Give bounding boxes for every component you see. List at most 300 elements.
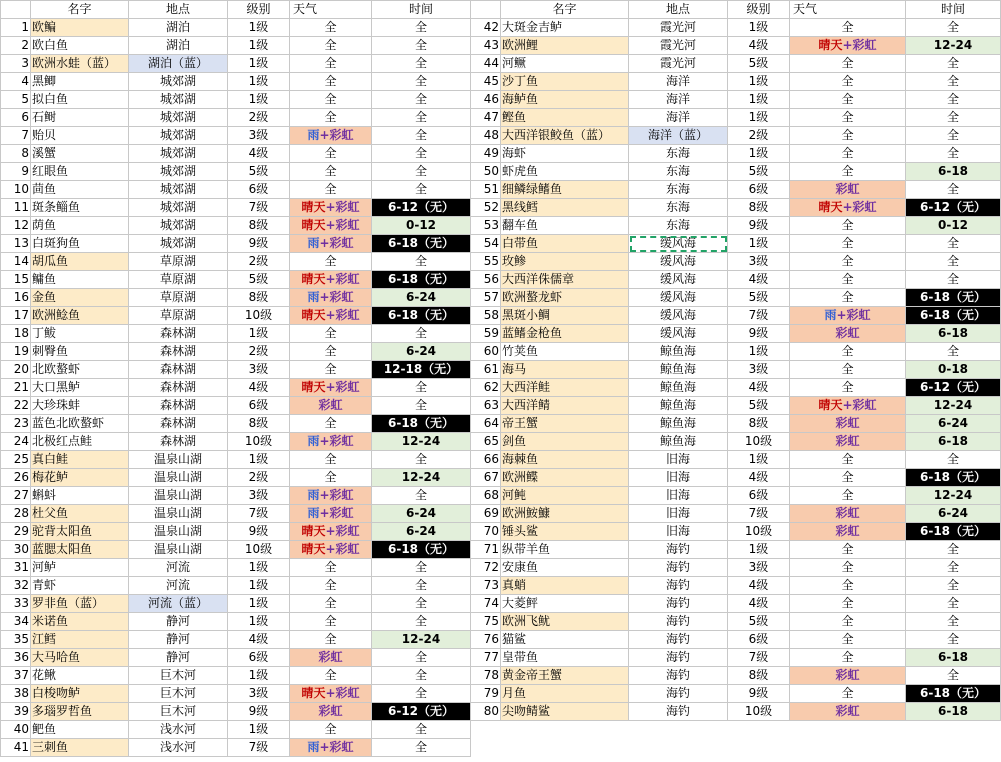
fish-time[interactable]: 全: [372, 649, 471, 667]
header-level[interactable]: 级别: [228, 1, 290, 19]
fish-level[interactable]: 4级: [228, 379, 290, 397]
fish-name[interactable]: 竹荚鱼: [501, 343, 629, 361]
row-index[interactable]: 40: [1, 721, 31, 739]
fish-location[interactable]: 湖泊: [129, 37, 228, 55]
fish-level[interactable]: 9级: [228, 703, 290, 721]
fish-level[interactable]: 1级: [728, 109, 790, 127]
fish-weather[interactable]: [290, 703, 372, 721]
fish-level[interactable]: 2级: [728, 127, 790, 145]
row-index[interactable]: 77: [471, 649, 501, 667]
fish-level[interactable]: 9级: [728, 685, 790, 703]
row-index[interactable]: 35: [1, 631, 31, 649]
fish-time[interactable]: 6-24: [906, 415, 1001, 433]
fish-weather[interactable]: 全: [290, 181, 372, 199]
fish-weather[interactable]: 全: [790, 559, 906, 577]
row-index[interactable]: 14: [1, 253, 31, 271]
row-index[interactable]: 39: [1, 703, 31, 721]
fish-level[interactable]: 2级: [228, 343, 290, 361]
fish-time[interactable]: 全: [372, 721, 471, 739]
fish-name[interactable]: 金鱼: [31, 289, 129, 307]
fish-time[interactable]: 全: [372, 739, 471, 757]
fish-time[interactable]: 6-24: [372, 505, 471, 523]
fish-time[interactable]: 全: [372, 181, 471, 199]
fish-time[interactable]: 全: [372, 325, 471, 343]
fish-level[interactable]: 10级: [228, 541, 290, 559]
row-index[interactable]: 76: [471, 631, 501, 649]
fish-time[interactable]: 12-24: [906, 397, 1001, 415]
fish-name[interactable]: 黑斑小鲷: [501, 307, 629, 325]
fish-name[interactable]: 丁鲅: [31, 325, 129, 343]
fish-weather[interactable]: [290, 217, 372, 235]
fish-level[interactable]: 3级: [228, 361, 290, 379]
fish-time[interactable]: 全: [906, 577, 1001, 595]
fish-time[interactable]: 6-12（无）: [906, 199, 1001, 217]
row-index[interactable]: 46: [471, 91, 501, 109]
fish-weather[interactable]: [790, 397, 906, 415]
header-level[interactable]: 级别: [728, 1, 790, 19]
fish-weather[interactable]: [290, 235, 372, 253]
fish-name[interactable]: 欧洲水蛙（蓝）: [31, 55, 129, 73]
row-index[interactable]: 68: [471, 487, 501, 505]
fish-location[interactable]: 湖泊: [129, 19, 228, 37]
fish-name[interactable]: 黄金帝王蟹: [501, 667, 629, 685]
row-index[interactable]: 2: [1, 37, 31, 55]
fish-time[interactable]: 全: [372, 37, 471, 55]
fish-time[interactable]: 全: [372, 109, 471, 127]
fish-time[interactable]: 6-18（无）: [906, 685, 1001, 703]
fish-time[interactable]: 全: [906, 91, 1001, 109]
fish-name[interactable]: 大珍珠蚌: [31, 397, 129, 415]
fish-level[interactable]: 4级: [728, 271, 790, 289]
fish-name[interactable]: 石鲥: [31, 109, 129, 127]
fish-location[interactable]: 缓风海: [629, 307, 728, 325]
fish-weather[interactable]: 全: [290, 361, 372, 379]
fish-location[interactable]: 草原湖: [129, 289, 228, 307]
header-time[interactable]: 时间: [906, 1, 1001, 19]
fish-name[interactable]: 欧洲鲤: [501, 37, 629, 55]
fish-weather[interactable]: [790, 181, 906, 199]
header-name[interactable]: 名字: [501, 1, 629, 19]
fish-level[interactable]: 1级: [728, 19, 790, 37]
fish-weather[interactable]: 全: [790, 649, 906, 667]
fish-location[interactable]: 温泉山湖: [129, 487, 228, 505]
fish-location[interactable]: 城郊湖: [129, 73, 228, 91]
fish-location[interactable]: 草原湖: [129, 307, 228, 325]
row-index[interactable]: 49: [471, 145, 501, 163]
fish-name[interactable]: 河鳜: [501, 55, 629, 73]
fish-name[interactable]: 米诺鱼: [31, 613, 129, 631]
fish-weather[interactable]: 全: [790, 145, 906, 163]
fish-level[interactable]: 5级: [728, 55, 790, 73]
fish-name[interactable]: 黑鲫: [31, 73, 129, 91]
fish-weather[interactable]: [790, 703, 906, 721]
fish-name[interactable]: 河鲈: [31, 559, 129, 577]
fish-weather[interactable]: 全: [790, 361, 906, 379]
fish-location[interactable]: 海钓: [629, 613, 728, 631]
fish-name[interactable]: 三刺鱼: [31, 739, 129, 757]
fish-time[interactable]: 全: [372, 55, 471, 73]
fish-time[interactable]: 全: [906, 667, 1001, 685]
fish-weather[interactable]: 全: [790, 487, 906, 505]
fish-name[interactable]: 欧洲鲶鱼: [31, 307, 129, 325]
fish-level[interactable]: 10级: [728, 523, 790, 541]
fish-name[interactable]: 驼背太阳鱼: [31, 523, 129, 541]
fish-level[interactable]: 1级: [728, 451, 790, 469]
fish-location[interactable]: 城郊湖: [129, 145, 228, 163]
row-index[interactable]: 32: [1, 577, 31, 595]
fish-time[interactable]: 12-24: [372, 631, 471, 649]
fish-weather[interactable]: 全: [790, 235, 906, 253]
row-index[interactable]: 6: [1, 109, 31, 127]
fish-name[interactable]: 青虾: [31, 577, 129, 595]
fish-location[interactable]: 旧海: [629, 505, 728, 523]
fish-time[interactable]: 全: [372, 577, 471, 595]
fish-weather[interactable]: 全: [790, 613, 906, 631]
fish-level[interactable]: 6级: [728, 181, 790, 199]
fish-time[interactable]: 全: [906, 631, 1001, 649]
fish-location[interactable]: 海钓: [629, 631, 728, 649]
fish-level[interactable]: 1级: [728, 541, 790, 559]
fish-location[interactable]: 海钓: [629, 595, 728, 613]
fish-location[interactable]: 温泉山湖: [129, 523, 228, 541]
fish-location[interactable]: 巨木河: [129, 685, 228, 703]
fish-weather[interactable]: [290, 541, 372, 559]
fish-time[interactable]: 全: [372, 73, 471, 91]
fish-time[interactable]: 6-18: [906, 433, 1001, 451]
fish-level[interactable]: 1级: [228, 613, 290, 631]
fish-location[interactable]: 浅水河: [129, 739, 228, 757]
fish-time[interactable]: 全: [906, 19, 1001, 37]
row-index[interactable]: 62: [471, 379, 501, 397]
row-index[interactable]: 56: [471, 271, 501, 289]
fish-weather[interactable]: 全: [790, 685, 906, 703]
fish-weather[interactable]: 全: [290, 37, 372, 55]
fish-weather[interactable]: [290, 397, 372, 415]
fish-time[interactable]: 全: [372, 559, 471, 577]
fish-level[interactable]: 6级: [228, 649, 290, 667]
fish-name[interactable]: 贻贝: [31, 127, 129, 145]
fish-level[interactable]: 8级: [728, 667, 790, 685]
fish-level[interactable]: 4级: [728, 595, 790, 613]
fish-location[interactable]: 城郊湖: [129, 163, 228, 181]
fish-time[interactable]: 6-12（无）: [372, 703, 471, 721]
fish-name[interactable]: 大西洋侏儒章: [501, 271, 629, 289]
fish-location[interactable]: 城郊湖: [129, 235, 228, 253]
fish-level[interactable]: 1级: [228, 577, 290, 595]
fish-name[interactable]: 虾虎鱼: [501, 163, 629, 181]
fish-level[interactable]: 10级: [228, 433, 290, 451]
fish-time[interactable]: 全: [372, 163, 471, 181]
fish-name[interactable]: 蓝鳍金枪鱼: [501, 325, 629, 343]
fish-time[interactable]: 6-18（无）: [906, 289, 1001, 307]
fish-name[interactable]: 欧鳊: [31, 19, 129, 37]
fish-level[interactable]: 9级: [728, 217, 790, 235]
fish-name[interactable]: 荫鱼: [31, 217, 129, 235]
fish-location[interactable]: 缓风海: [629, 253, 728, 271]
fish-location[interactable]: 森林湖: [129, 415, 228, 433]
fish-name[interactable]: 欧洲飞鱿: [501, 613, 629, 631]
fish-level[interactable]: 6级: [228, 397, 290, 415]
fish-name[interactable]: 纵带羊鱼: [501, 541, 629, 559]
row-index[interactable]: 5: [1, 91, 31, 109]
fish-time[interactable]: 0-18: [906, 361, 1001, 379]
fish-location[interactable]: 旧海: [629, 469, 728, 487]
fish-location[interactable]: 缓风海: [629, 289, 728, 307]
fish-weather[interactable]: 全: [790, 163, 906, 181]
fish-name[interactable]: 大西洋银鲛鱼（蓝）: [501, 127, 629, 145]
fish-level[interactable]: 10级: [228, 307, 290, 325]
row-index[interactable]: 3: [1, 55, 31, 73]
fish-weather[interactable]: [290, 739, 372, 757]
fish-name[interactable]: 细鳞绿鳍鱼: [501, 181, 629, 199]
fish-location[interactable]: 海钓: [629, 559, 728, 577]
fish-name[interactable]: 蓝腮太阳鱼: [31, 541, 129, 559]
fish-level[interactable]: 6级: [728, 487, 790, 505]
fish-location[interactable]: 城郊湖: [129, 217, 228, 235]
fish-name[interactable]: 北欧螯虾: [31, 361, 129, 379]
fish-name[interactable]: 大西洋鲭: [501, 397, 629, 415]
row-index[interactable]: 41: [1, 739, 31, 757]
fish-location[interactable]: 城郊湖: [129, 109, 228, 127]
fish-location[interactable]: 城郊湖: [129, 199, 228, 217]
fish-location[interactable]: 温泉山湖: [129, 541, 228, 559]
row-index[interactable]: 53: [471, 217, 501, 235]
fish-name[interactable]: 溪蟹: [31, 145, 129, 163]
fish-level[interactable]: 7级: [728, 307, 790, 325]
fish-name[interactable]: 刺臀鱼: [31, 343, 129, 361]
fish-name[interactable]: 蝌蚪: [31, 487, 129, 505]
fish-level[interactable]: 4级: [728, 379, 790, 397]
fish-name[interactable]: 红眼鱼: [31, 163, 129, 181]
fish-name[interactable]: 斑条鲻鱼: [31, 199, 129, 217]
fish-weather[interactable]: [290, 685, 372, 703]
fish-level[interactable]: 1级: [228, 595, 290, 613]
fish-location[interactable]: 海钓: [629, 649, 728, 667]
fish-level[interactable]: 3级: [228, 487, 290, 505]
fish-time[interactable]: 全: [372, 685, 471, 703]
fish-time[interactable]: 6-18: [906, 325, 1001, 343]
fish-name[interactable]: 真白鲑: [31, 451, 129, 469]
fish-level[interactable]: 5级: [228, 163, 290, 181]
fish-name[interactable]: 真蛸: [501, 577, 629, 595]
fish-time[interactable]: 全: [372, 487, 471, 505]
fish-level[interactable]: 4级: [228, 145, 290, 163]
fish-weather[interactable]: 全: [290, 253, 372, 271]
fish-level[interactable]: 3级: [728, 559, 790, 577]
fish-weather[interactable]: 全: [290, 469, 372, 487]
fish-time[interactable]: 全: [906, 451, 1001, 469]
fish-weather[interactable]: 全: [790, 19, 906, 37]
row-index[interactable]: 25: [1, 451, 31, 469]
fish-name[interactable]: 多瑙罗哲鱼: [31, 703, 129, 721]
fish-location[interactable]: 东海: [629, 163, 728, 181]
fish-weather[interactable]: 全: [290, 631, 372, 649]
fish-time[interactable]: 全: [372, 451, 471, 469]
fish-weather[interactable]: 全: [790, 541, 906, 559]
fish-level[interactable]: 6级: [728, 631, 790, 649]
row-index[interactable]: 36: [1, 649, 31, 667]
fish-location[interactable]: 森林湖: [129, 433, 228, 451]
fish-weather[interactable]: 全: [290, 343, 372, 361]
row-index[interactable]: 42: [471, 19, 501, 37]
fish-location[interactable]: 鲸鱼海: [629, 343, 728, 361]
fish-location[interactable]: 草原湖: [129, 271, 228, 289]
fish-weather[interactable]: 全: [790, 271, 906, 289]
fish-name[interactable]: 罗非鱼（蓝）: [31, 595, 129, 613]
fish-location[interactable]: 森林湖: [129, 397, 228, 415]
fish-level[interactable]: 1级: [728, 343, 790, 361]
fish-location[interactable]: 海洋: [629, 73, 728, 91]
fish-level[interactable]: 6级: [228, 181, 290, 199]
row-index[interactable]: 69: [471, 505, 501, 523]
fish-name[interactable]: 海鲈鱼: [501, 91, 629, 109]
fish-level[interactable]: 5级: [728, 397, 790, 415]
fish-location[interactable]: 鲸鱼海: [629, 397, 728, 415]
fish-level[interactable]: 3级: [228, 685, 290, 703]
fish-name[interactable]: 大西洋鲑: [501, 379, 629, 397]
fish-time[interactable]: 全: [906, 559, 1001, 577]
row-index[interactable]: 18: [1, 325, 31, 343]
fish-name[interactable]: 杜父鱼: [31, 505, 129, 523]
fish-time[interactable]: 全: [372, 91, 471, 109]
fish-weather[interactable]: 全: [290, 325, 372, 343]
header-name[interactable]: 名字: [31, 1, 129, 19]
fish-time[interactable]: 全: [372, 127, 471, 145]
header-weather[interactable]: 天气: [290, 1, 372, 19]
fish-name[interactable]: 翻车鱼: [501, 217, 629, 235]
fish-weather[interactable]: 全: [790, 91, 906, 109]
fish-time[interactable]: 全: [906, 541, 1001, 559]
row-index[interactable]: 9: [1, 163, 31, 181]
fish-level[interactable]: 10级: [728, 703, 790, 721]
row-index[interactable]: 60: [471, 343, 501, 361]
fish-level[interactable]: 3级: [728, 361, 790, 379]
row-index[interactable]: 17: [1, 307, 31, 325]
fish-time[interactable]: 6-18（无）: [906, 523, 1001, 541]
fish-time[interactable]: 全: [906, 595, 1001, 613]
fish-location[interactable]: 海钓: [629, 703, 728, 721]
row-index[interactable]: 71: [471, 541, 501, 559]
fish-name[interactable]: 茴鱼: [31, 181, 129, 199]
fish-location[interactable]: 霞光河: [629, 19, 728, 37]
fish-location[interactable]: 河流（蓝）: [129, 595, 228, 613]
fish-level[interactable]: 1级: [228, 73, 290, 91]
fish-level[interactable]: 2级: [228, 253, 290, 271]
row-index[interactable]: 74: [471, 595, 501, 613]
row-index[interactable]: 75: [471, 613, 501, 631]
fish-location[interactable]: 巨木河: [129, 667, 228, 685]
fish-time[interactable]: 全: [906, 343, 1001, 361]
fish-level[interactable]: 8级: [228, 289, 290, 307]
fish-level[interactable]: 7级: [228, 199, 290, 217]
fish-name[interactable]: 北极红点鲑: [31, 433, 129, 451]
row-index[interactable]: 45: [471, 73, 501, 91]
fish-weather[interactable]: 全: [290, 721, 372, 739]
fish-name[interactable]: 花鳅: [31, 667, 129, 685]
fish-level[interactable]: 1级: [228, 91, 290, 109]
fish-weather[interactable]: 全: [290, 577, 372, 595]
fish-weather[interactable]: 全: [290, 163, 372, 181]
fish-time[interactable]: 全: [906, 253, 1001, 271]
fish-location[interactable]: 城郊湖: [129, 127, 228, 145]
fish-time[interactable]: 0-12: [372, 217, 471, 235]
fish-weather[interactable]: [790, 433, 906, 451]
fish-location[interactable]: 草原湖: [129, 253, 228, 271]
fish-weather[interactable]: [290, 307, 372, 325]
fish-level[interactable]: 1级: [728, 145, 790, 163]
fish-time[interactable]: 6-24: [372, 343, 471, 361]
fish-weather[interactable]: [290, 379, 372, 397]
fish-time[interactable]: 6-12（无）: [372, 199, 471, 217]
fish-level[interactable]: 1级: [228, 37, 290, 55]
fish-name[interactable]: 猫鲨: [501, 631, 629, 649]
fish-weather[interactable]: 全: [790, 127, 906, 145]
row-index[interactable]: 8: [1, 145, 31, 163]
header-time[interactable]: 时间: [372, 1, 471, 19]
fish-weather[interactable]: 全: [290, 667, 372, 685]
row-index[interactable]: 16: [1, 289, 31, 307]
row-index[interactable]: 4: [1, 73, 31, 91]
fish-time[interactable]: 6-18（无）: [372, 271, 471, 289]
fish-name[interactable]: 欧洲鮟鱇: [501, 505, 629, 523]
fish-weather[interactable]: 全: [290, 613, 372, 631]
fish-location[interactable]: 浅水河: [129, 721, 228, 739]
fish-location[interactable]: 湖泊（蓝）: [129, 55, 228, 73]
fish-weather[interactable]: 全: [790, 379, 906, 397]
fish-location[interactable]: 森林湖: [129, 325, 228, 343]
fish-name[interactable]: 欧洲鲽: [501, 469, 629, 487]
header-weather[interactable]: 天气: [790, 1, 906, 19]
fish-level[interactable]: 8级: [728, 199, 790, 217]
fish-time[interactable]: 12-24: [372, 433, 471, 451]
fish-location[interactable]: 海洋: [629, 109, 728, 127]
fish-time[interactable]: 6-18（无）: [372, 235, 471, 253]
fish-time[interactable]: 全: [906, 181, 1001, 199]
row-index[interactable]: 19: [1, 343, 31, 361]
row-index[interactable]: 28: [1, 505, 31, 523]
row-index[interactable]: 55: [471, 253, 501, 271]
fish-weather[interactable]: 全: [790, 253, 906, 271]
fish-location[interactable]: 东海: [629, 199, 728, 217]
fish-location[interactable]: 河流: [129, 577, 228, 595]
row-index[interactable]: 11: [1, 199, 31, 217]
fish-name[interactable]: 剑鱼: [501, 433, 629, 451]
fish-weather[interactable]: 全: [790, 469, 906, 487]
fish-name[interactable]: 尖吻鲭鲨: [501, 703, 629, 721]
fish-weather[interactable]: [290, 127, 372, 145]
fish-time[interactable]: 12-24: [906, 37, 1001, 55]
fish-weather[interactable]: [290, 271, 372, 289]
fish-name[interactable]: 安康鱼: [501, 559, 629, 577]
fish-weather[interactable]: [790, 307, 906, 325]
fish-location[interactable]: 温泉山湖: [129, 469, 228, 487]
fish-time[interactable]: 全: [906, 271, 1001, 289]
fish-name[interactable]: 欧白鱼: [31, 37, 129, 55]
row-index[interactable]: 64: [471, 415, 501, 433]
fish-time[interactable]: 6-18（无）: [372, 415, 471, 433]
fish-level[interactable]: 5级: [728, 613, 790, 631]
fish-location[interactable]: 温泉山湖: [129, 451, 228, 469]
fish-time[interactable]: 全: [372, 397, 471, 415]
fish-weather[interactable]: [290, 523, 372, 541]
fish-weather[interactable]: [790, 37, 906, 55]
fish-weather[interactable]: [290, 487, 372, 505]
row-index[interactable]: 54: [471, 235, 501, 253]
row-index[interactable]: 57: [471, 289, 501, 307]
fish-time[interactable]: 全: [372, 379, 471, 397]
fish-time[interactable]: 全: [906, 145, 1001, 163]
row-index[interactable]: 27: [1, 487, 31, 505]
